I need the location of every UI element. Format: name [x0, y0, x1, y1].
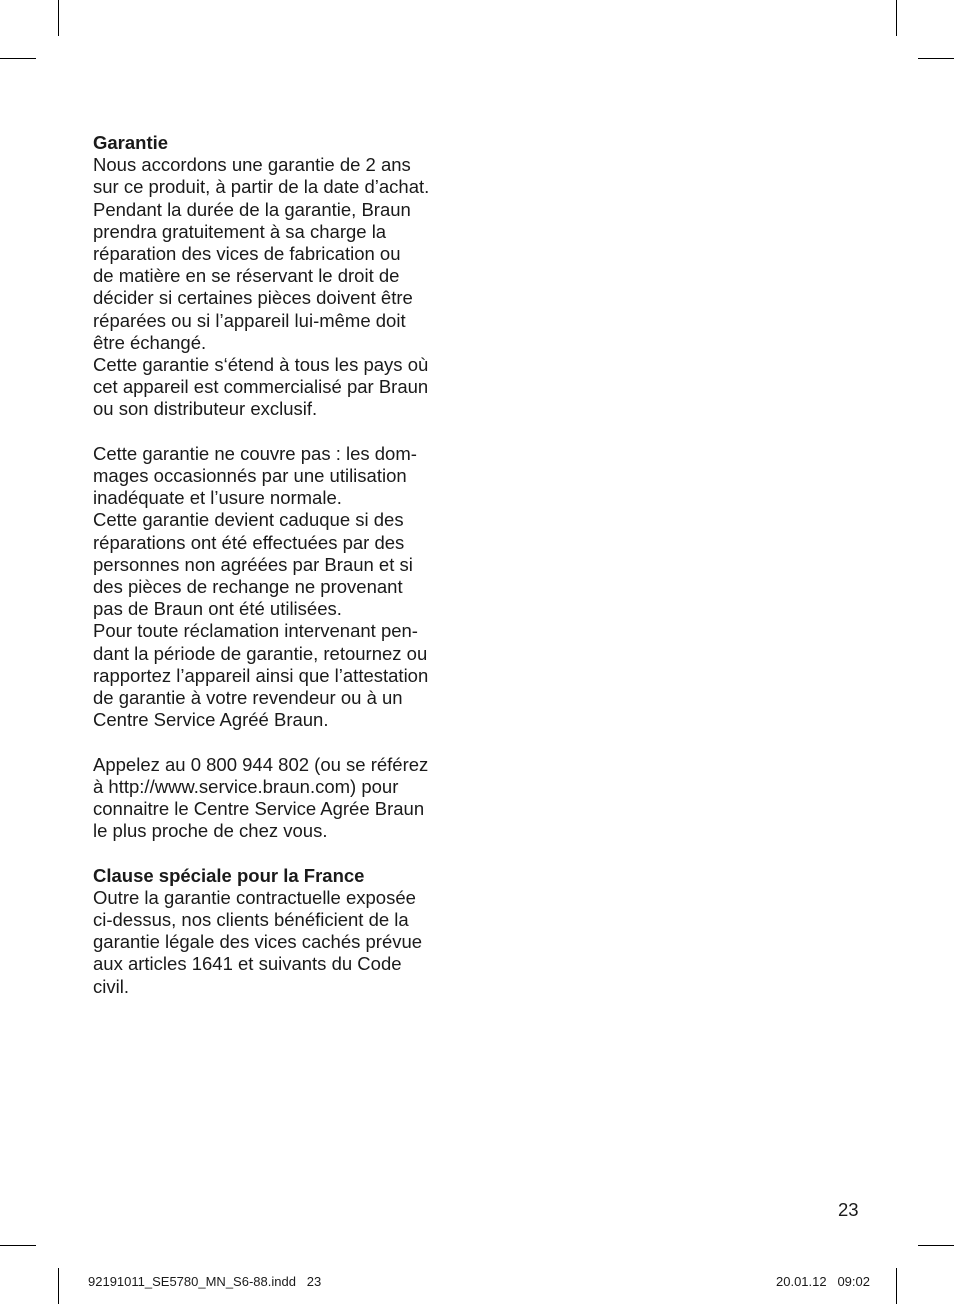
crop-mark-bottom-left-horizontal	[0, 1245, 36, 1246]
text-line: Nous accordons une garantie de 2 ans	[93, 154, 411, 176]
text-line: Outre la garantie contractuelle exposée	[93, 886, 416, 908]
text-line: Cette garantie devient caduque si des	[93, 509, 404, 531]
garantie-paragraph	[93, 154, 473, 420]
crop-mark-bottom-left	[58, 1268, 59, 1304]
text-line: mages occasionnés par une utilisation	[93, 465, 407, 487]
paragraph-gap	[93, 842, 473, 864]
text-line: prendra gratuitement à sa charge la	[93, 220, 387, 242]
text-line: cet appareil est commercialisé par Braun	[93, 376, 429, 398]
text-line: rapportez l’appareil ainsi que l’attestation	[93, 664, 429, 686]
text-line: Appelez au 0 800 944 802 (ou se référez	[93, 753, 429, 775]
text-line: Centre Service Agréé Braun.	[93, 709, 329, 731]
text-line: aux articles 1641 et suivants du Code	[93, 953, 402, 975]
text-line: connaitre le Centre Service Agrée Braun	[93, 798, 425, 820]
text-line: ci-dessus, nos clients bénéficient de la	[93, 909, 409, 931]
page-number: 23	[838, 1199, 859, 1220]
text-line: Pour toute réclamation intervenant pen-	[93, 620, 418, 642]
text-line: pas de Braun ont été utilisées.	[93, 598, 342, 620]
text-line: de matière en se réservant le droit de	[93, 265, 400, 287]
text-line: civil.	[93, 975, 129, 997]
paragraph-gap	[93, 731, 473, 753]
crop-mark-bottom-right	[896, 1268, 897, 1304]
text-line: sur ce produit, à partir de la date d’achat.	[93, 176, 430, 198]
exclusions-paragraph	[93, 443, 473, 732]
crop-mark-bottom-right-horizontal	[918, 1245, 954, 1246]
garantie-heading: Garantie	[93, 132, 169, 153]
text-line: réparées ou si l’appareil lui-même doit	[93, 309, 406, 331]
text-line: inadéquate et l’usure normale.	[93, 487, 342, 509]
clause-france-paragraph	[93, 887, 473, 998]
text-line: réparation des vices de fabrication ou	[93, 243, 401, 265]
slug-datetime: 20.01.12 09:02	[776, 1274, 870, 1289]
text-line: Cette garantie ne couvre pas : les dom-	[93, 442, 417, 464]
crop-mark-top-left-horizontal	[0, 58, 36, 59]
text-line: le plus proche de chez vous.	[93, 820, 328, 842]
text-line: Cette garantie s‘étend à tous les pays où	[93, 354, 429, 376]
text-line: être échangé.	[93, 331, 207, 353]
crop-mark-top-left	[58, 0, 59, 36]
clause-france-heading: Clause spéciale pour la France	[93, 864, 365, 886]
crop-mark-top-right	[896, 0, 897, 36]
text-line: dant la période de garantie, retournez ou	[93, 642, 428, 664]
text-line: ou son distributeur exclusif.	[93, 398, 318, 420]
contact-paragraph	[93, 754, 473, 843]
text-line: de garantie à votre revendeur ou à un	[93, 687, 403, 709]
text-line: réparations ont été effectuées par des	[93, 531, 405, 553]
text-line: personnes non agréées par Braun et si	[93, 553, 413, 575]
text-column	[93, 132, 473, 998]
paragraph-gap	[93, 421, 473, 443]
slug-file-name: 92191011_SE5780_MN_S6-88.indd 23	[88, 1274, 322, 1289]
text-line: Pendant la durée de la garantie, Braun	[93, 198, 411, 220]
crop-mark-top-right-horizontal	[918, 58, 954, 59]
text-line: à http://www.service.braun.com) pour	[93, 775, 399, 797]
text-line: des pièces de rechange ne provenant	[93, 576, 403, 598]
text-line: décider si certaines pièces doivent être	[93, 287, 413, 309]
text-line: garantie légale des vices cachés prévue	[93, 931, 423, 953]
